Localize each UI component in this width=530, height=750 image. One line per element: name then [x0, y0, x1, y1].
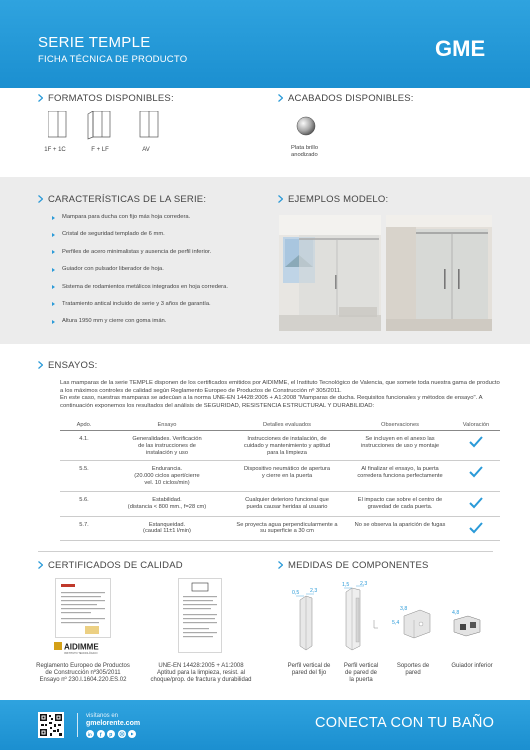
- feature-item: Sistema de rodamientos metálicos integrados en hoja corredera.: [52, 284, 272, 290]
- acabados-title: ACABADOS DISPONIBLES:: [278, 93, 414, 104]
- svg-text:in: in: [87, 732, 92, 737]
- features-list: [52, 214, 272, 336]
- svg-text:3,8: 3,8: [400, 606, 408, 612]
- page-title: SERIE TEMPLE: [38, 34, 151, 51]
- chevron-right-icon: [38, 361, 43, 369]
- format-label-2: F + LF: [91, 147, 109, 153]
- chevron-right-icon: [278, 195, 283, 203]
- feature-item: Guiador con pulsador liberador de hoja.: [52, 266, 272, 272]
- profile-fixed-icon: [292, 588, 317, 650]
- aidimme-logo: [54, 641, 114, 655]
- col-header: Ensayo: [108, 420, 226, 431]
- gme-logo: [435, 36, 493, 60]
- component-label-2: Perfil vertical de pared de la puerta: [343, 663, 379, 683]
- svg-text:0,5: 0,5: [292, 590, 300, 596]
- certificados-title: CERTIFICADOS DE CALIDAD: [38, 560, 183, 571]
- ejemplos-title: EJEMPLOS MODELO:: [278, 194, 388, 205]
- col-header: Valoración: [452, 420, 500, 431]
- aidimme-logo-text: AIDIMME: [64, 642, 99, 652]
- formatos-title: FORMATOS DISPONIBLES:: [38, 93, 174, 104]
- feature-item: Mampara para ducha con fijo más hoja corredera.: [52, 214, 272, 220]
- finish-label: Plata brillo anodizado: [291, 145, 319, 158]
- footer-visit: visítanos en: [86, 713, 119, 719]
- svg-text:2,3: 2,3: [360, 581, 368, 587]
- divider: [38, 551, 493, 552]
- medidas-title: MEDIDAS DE COMPONENTES: [278, 560, 429, 571]
- col-header: Detalles evaluados: [226, 420, 348, 431]
- format-1f1c-icon: [48, 111, 66, 137]
- qr-code-icon[interactable]: [38, 712, 64, 738]
- logo-text: GME: [435, 36, 486, 60]
- svg-text:2,3: 2,3: [310, 588, 318, 594]
- table-row: 5.6. Estabilidad. (distancia < 800 mm., f=28 cm) Cualquier deterioro funcional que pueda causar heridas al usuario El impacto cae sobre el centro de gravedad de cada puerta.: [60, 491, 500, 516]
- caracteristicas-title: CARACTERÍSTICAS DE LA SERIE:: [38, 194, 206, 205]
- table-row: 5.7. Estanqueidad. (caudal 11±1 l/min) Se proyecta agua perpendicularmente a su superficie a 30 cm No se observa la aparición de fugas: [60, 516, 500, 541]
- chevron-right-icon: [278, 94, 283, 102]
- feature-item: Cristal de seguridad templado de 6 mm.: [52, 231, 272, 237]
- aidimme-logo-subtext: INSTITUTO TECNOLÓGICO: [64, 652, 98, 655]
- social-icons: [86, 730, 136, 738]
- footer-divider: [77, 713, 78, 737]
- cert1-caption: Reglamento Europeo de Productos de Construcción nº305/2011 Ensayo nº 230.I.1604.220.ES.02: [36, 663, 130, 683]
- feature-item: Perfiles de acero minimalistas y ausencia de perfil inferior.: [52, 249, 272, 255]
- component-label-4: Guiador inferior: [451, 663, 493, 669]
- format-label-1: 1F + 1C: [44, 147, 66, 153]
- format-av-icon: [140, 111, 158, 137]
- svg-text:f: f: [99, 732, 102, 738]
- example-photo-2: [386, 215, 492, 331]
- instagram-icon[interactable]: [118, 730, 126, 738]
- svg-text:4,8: 4,8: [452, 610, 460, 616]
- col-header: Apdo.: [60, 420, 108, 431]
- linkedin-icon[interactable]: [86, 730, 94, 738]
- wall-support-icon: [392, 606, 430, 638]
- example-photo-1: [279, 215, 381, 331]
- component-label-3: Soportes de pared: [396, 663, 430, 676]
- svg-text:5,4: 5,4: [392, 620, 400, 626]
- feature-item: Tratamiento antical incluido de serie y 3 años de garantía.: [52, 301, 272, 307]
- svg-text:p: p: [109, 732, 113, 738]
- bottom-guide-icon: [452, 610, 480, 636]
- footer-url[interactable]: gmelorente.com: [86, 720, 141, 727]
- svg-text:1,5: 1,5: [342, 582, 350, 588]
- chevron-right-icon: [38, 561, 43, 569]
- certificate-doc-1: [55, 578, 111, 638]
- ensayos-title: ENSAYOS:: [38, 360, 97, 371]
- component-drawings: [280, 580, 500, 652]
- format-label-3: AV: [142, 147, 150, 153]
- page-subtitle: FICHA TÉCNICA DE PRODUCTO: [38, 54, 188, 65]
- check-icon: [452, 491, 500, 516]
- ensayos-table: [60, 420, 500, 541]
- profile-door-icon: [342, 581, 378, 650]
- chevron-right-icon: [278, 561, 283, 569]
- cert2-caption: UNE-EN 14428:2005 + A1:2008 Aptitud para la limpieza, resist. al choque/prop. de fractura y durabilidad: [150, 663, 252, 683]
- formatos-icons: [48, 111, 168, 141]
- table-row: 5.5. Endurancia. (20.000 ciclos apert/cierre vel. 10 ciclos/min) Dispositivo neumático de apertura y cierre en la puerta Al finalizar el ensayo, la puerta corredera funciona perfectamente: [60, 461, 500, 491]
- youtube-icon[interactable]: [128, 730, 136, 738]
- chevron-right-icon: [38, 195, 43, 203]
- feature-item: Altura 1950 mm y cierre con goma imán.: [52, 318, 272, 324]
- ensayos-intro: Las mamparas de la serie TEMPLE disponen de los certificados emitidos por AIDIMME, el Instituto Tecnológico de Valencia, que somete toda nuestra gama de producto a los máximos controles de calidad según Reglamento Europeo de Productos de Construcción nº 305/2011. En este caso, nuestras mamparas se adecúan a la norma UNE-EN 14428:2005 + A1:2008 "Mamparas de ducha. Requisitos funcionales y métodos de ensayo". A continuación exponemos los resultados del análisis de SEGURIDAD, RESISTENCIA ESTRUCTURAL Y DURABILIDAD:: [60, 380, 500, 409]
- footer-slogan: CONECTA CON TU BAÑO: [315, 715, 495, 731]
- pinterest-icon[interactable]: [107, 730, 115, 738]
- table-header-row: [60, 420, 500, 431]
- chevron-right-icon: [38, 94, 43, 102]
- finish-swatch-icon: [296, 116, 316, 136]
- col-header: Observaciones: [348, 420, 452, 431]
- check-icon: [452, 431, 500, 461]
- format-flf-icon: [88, 111, 110, 139]
- table-row: 4.1. Generalidades. Verificación de las instrucciones de instalación y uso Instrucciones de instalación, de cuidado y mantenimiento y aptitud para la limpieza Se incluyen en el anexo las instrucciones de uso y montaje: [60, 431, 500, 461]
- check-icon: [452, 516, 500, 541]
- check-icon: [452, 461, 500, 491]
- facebook-icon[interactable]: [97, 730, 105, 738]
- component-label-1: Perfil vertical de pared del fijo: [287, 663, 331, 676]
- certificate-doc-2: [178, 578, 222, 653]
